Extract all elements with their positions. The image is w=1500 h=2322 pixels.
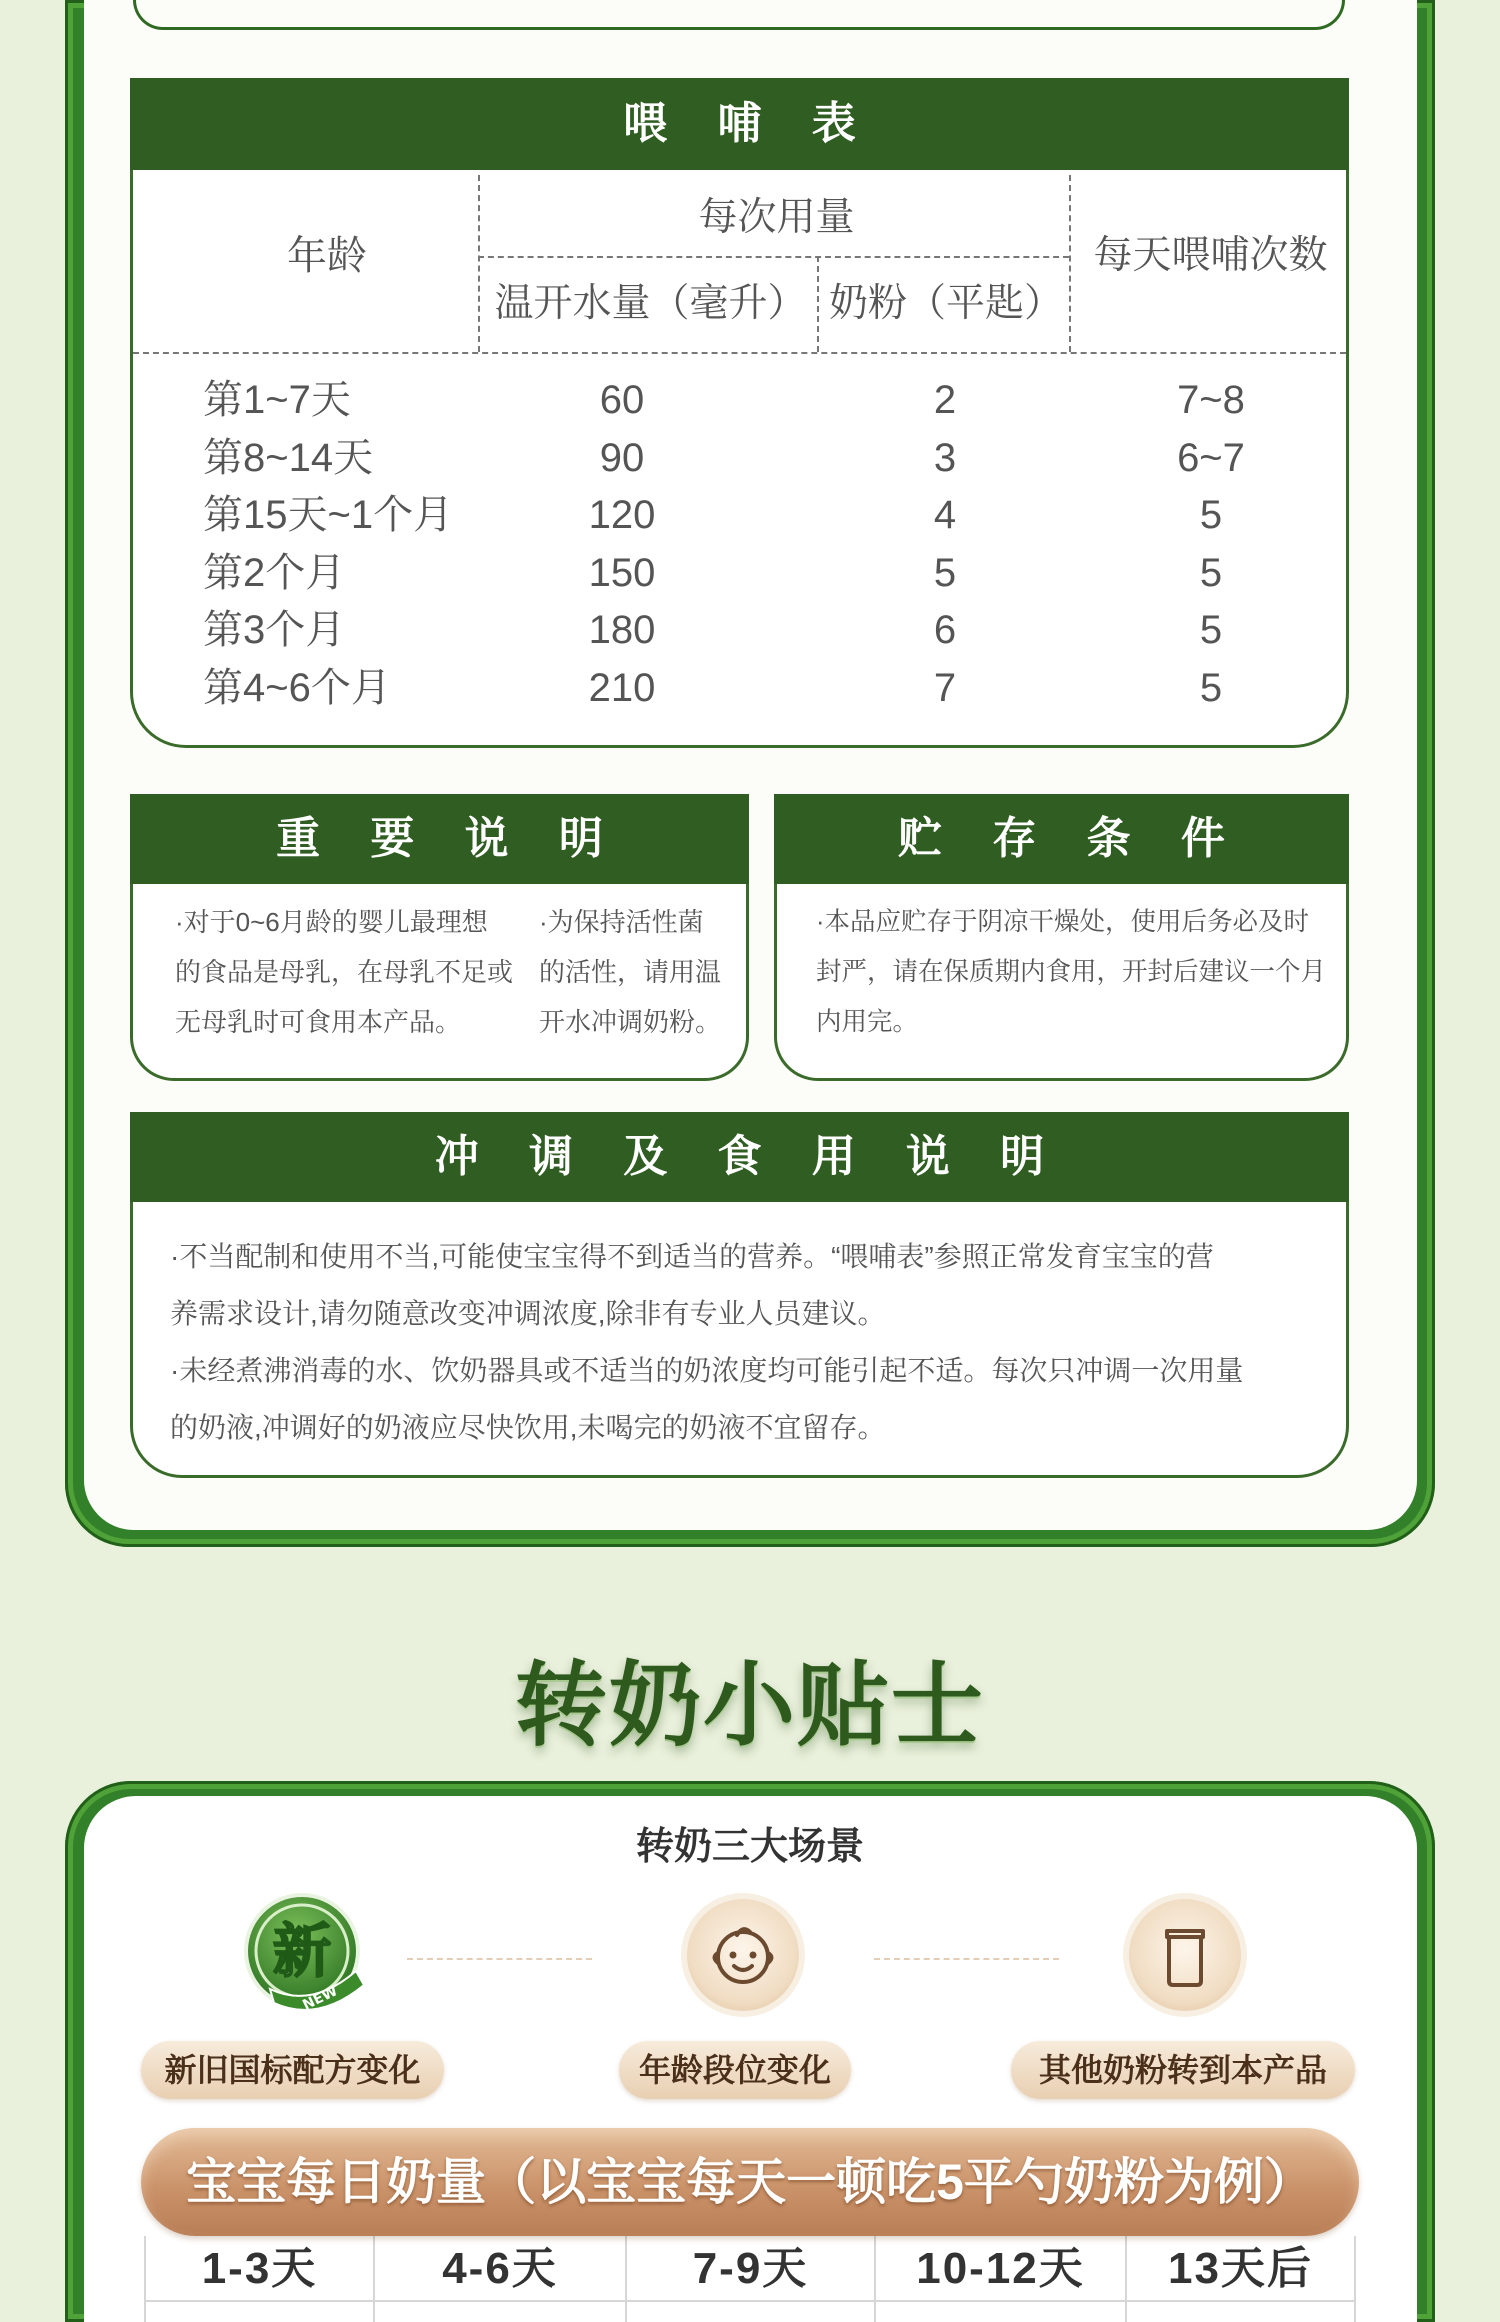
- cell-age: 第15天~1个月: [203, 493, 454, 538]
- important-box: [130, 884, 749, 1081]
- cell-powder: 7: [933, 665, 957, 710]
- table-row: [133, 660, 1346, 718]
- scenario-pill-age-stage: 年龄段位变化: [619, 2041, 851, 2099]
- table-header-cell: 7-9天: [627, 2236, 876, 2302]
- new-badge-char: 新: [272, 1917, 332, 1985]
- divider: [133, 352, 1346, 354]
- text-line: ·不当配制和使用不当,可能使宝宝得不到适当的营养。“喂哺表”参照正常发育宝宝的营: [170, 1241, 1214, 1272]
- scenario-pill-formula-change: 新旧国标配方变化: [141, 2041, 444, 2099]
- text-line: 的活性，请用温: [539, 957, 722, 987]
- feeding-rows: [133, 372, 1346, 718]
- text-line: ·对于0~6月龄的婴儿最理想: [175, 907, 488, 937]
- text-line: 开水冲调奶粉。: [539, 1007, 722, 1037]
- cell-age: 第3个月: [203, 608, 346, 653]
- text-line: 封严，请在保质期内食用，开封后建议一个月: [816, 958, 1327, 986]
- cell-powder: 2: [933, 378, 957, 422]
- tips-title: 转奶小贴士: [514, 1655, 985, 1757]
- divider: [478, 175, 480, 352]
- table-row: [133, 430, 1346, 488]
- cell-water: 150: [588, 550, 656, 595]
- text-line: 内用完。: [816, 1008, 919, 1036]
- cell-water: 120: [588, 493, 656, 538]
- cell-age: 第4~6个月: [203, 665, 391, 710]
- cell-age: 第2个月: [203, 550, 346, 595]
- header-per-feed: 每次用量: [698, 196, 855, 239]
- divider: [817, 256, 819, 352]
- text-line: 的食品是母乳，在母乳不足或: [175, 957, 514, 987]
- cell-water: 60: [599, 378, 645, 422]
- important-title: 重 要 说 明: [276, 814, 622, 863]
- feeding-table-title: 喂 哺 表: [623, 99, 875, 148]
- important-right-text: [539, 897, 721, 1047]
- cell-times: 5: [1199, 608, 1223, 653]
- important-left-text: [175, 897, 513, 1047]
- cell-age: 第1~7天: [203, 378, 351, 422]
- table-header-cell: 13天后: [1127, 2236, 1354, 2302]
- table-cell: [876, 2302, 1127, 2322]
- cell-powder: 6: [933, 608, 957, 653]
- usage-header: [130, 1112, 1349, 1202]
- text-line: 的奶液,冲调好的奶液应尽快饮用,未喝完的奶液不宜留存。: [170, 1412, 886, 1443]
- usage-text: [170, 1228, 1243, 1456]
- dashed-connector: [874, 1958, 1059, 1960]
- cell-water: 180: [588, 608, 656, 653]
- table-cell: [146, 2302, 375, 2322]
- text-line: ·未经煮沸消毒的水、饮奶器具或不适当的奶浓度均可能引起不适。每次只冲调一次用量: [170, 1355, 1244, 1386]
- text-line: 养需求设计,请勿随意改变冲调浓度,除非有专业人员建议。: [170, 1298, 886, 1329]
- cell-times: 6~7: [1177, 435, 1245, 480]
- usage-box: [130, 1202, 1349, 1478]
- tips-subtitle: 转奶三大场景: [635, 1826, 864, 1868]
- header-age: 年龄: [287, 234, 367, 278]
- table-header-cell: 10-12天: [876, 2236, 1127, 2302]
- header-powder: 奶粉（平匙）: [828, 282, 1063, 325]
- storage-text: [816, 897, 1326, 1047]
- text-line: ·本品应贮存于阴凉干燥处，使用后务必及时: [816, 908, 1309, 936]
- table-header-cell: 1-3天: [146, 2236, 375, 2302]
- header-times: 每天喂哺次数: [1093, 234, 1328, 277]
- table-cell: [375, 2302, 627, 2322]
- table-row: [133, 545, 1346, 603]
- scenario-pill-switch-product: 其他奶粉转到本产品: [1011, 2041, 1355, 2099]
- table-cell: [627, 2302, 876, 2322]
- storage-title: 贮 存 条 件: [898, 814, 1244, 863]
- cell-times: 7~8: [1177, 378, 1245, 422]
- important-header: [130, 794, 749, 884]
- new-badge-ribbon: NEW: [300, 1983, 341, 2014]
- daily-milk-banner: 宝宝每日奶量（以宝宝每天一顿吃5平勺奶粉为例）: [141, 2128, 1359, 2236]
- table-row: [133, 372, 1346, 430]
- cell-powder: 4: [933, 493, 957, 538]
- cell-water: 210: [588, 665, 656, 710]
- cell-age: 第8~14天: [203, 435, 374, 480]
- usage-title: 冲 调 及 食 用 说 明: [434, 1132, 1064, 1181]
- daily-milk-table: [144, 2236, 1356, 2322]
- header-water: 温开水量（毫升）: [494, 282, 807, 325]
- storage-header: [774, 794, 1349, 884]
- new-badge-icon: [240, 1891, 368, 2019]
- feeding-table-header: [130, 78, 1349, 170]
- dashed-connector: [407, 1958, 592, 1960]
- divider: [1069, 175, 1071, 352]
- table-row: [133, 487, 1346, 545]
- cell-times: 5: [1199, 550, 1223, 595]
- table-cell: [1127, 2302, 1354, 2322]
- baby-face-icon: [679, 1891, 807, 2019]
- feeding-table: [130, 170, 1349, 748]
- cell-times: 5: [1199, 665, 1223, 710]
- table-header-cell: 4-6天: [375, 2236, 627, 2302]
- cell-powder: 3: [933, 435, 957, 480]
- milk-can-icon: [1121, 1891, 1249, 2019]
- table-row: [133, 602, 1346, 660]
- cell-powder: 5: [933, 550, 957, 595]
- cell-water: 90: [599, 435, 645, 480]
- cell-times: 5: [1199, 493, 1223, 538]
- previous-section-box: [133, 0, 1345, 30]
- divider: [478, 256, 1069, 258]
- text-line: 无母乳时可食用本产品。: [175, 1007, 462, 1037]
- storage-box: [774, 884, 1349, 1081]
- text-line: ·为保持活性菌: [539, 907, 704, 937]
